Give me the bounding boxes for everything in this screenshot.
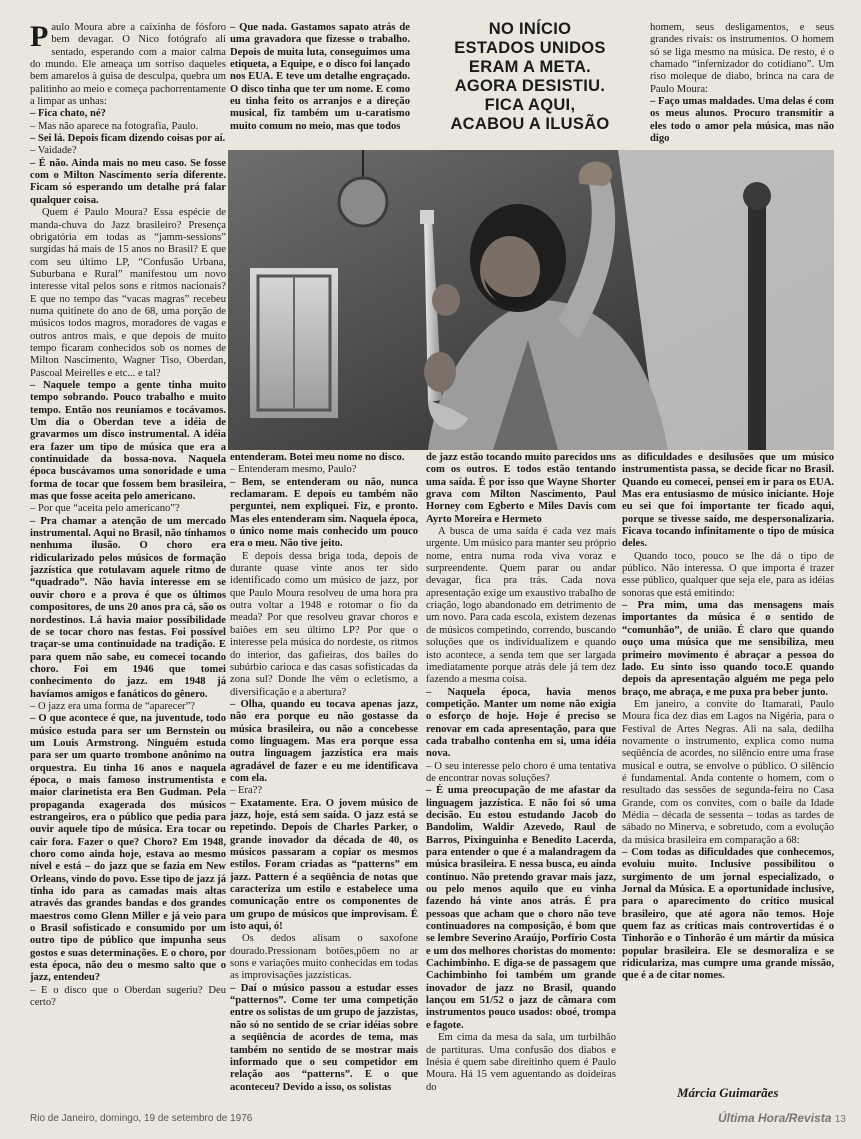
photo-illustration	[228, 150, 834, 450]
article-paragraph: – Olha, quando eu tocava apenas jazz, não era porque eu não gostasse da música brasileira, ou não a concebesse como linguagem. Mas era porque essa outra linguagem jazzística era mais agradável de fazer e eu me identificava com ela.	[230, 698, 418, 784]
article-paragraph: Em janeiro, a convite do Itamarati, Paulo Moura fica dez dias em Lagos na Nigéria, para o Festival de Artes Negras. Ali na sala, dedilha novamente o instrumento, explica como numa seqüência de acordes, no silêncio entre uma frase musical e outra, se envolve o público. O silêncio é fundamental. Anda contente o homem, com o resultado das sessões de segunda-feira no Casa Grande, com os convites, com o baile da Idade Média – década de sessenta – todas as tardes de sábado no Minerva, e sobretudo, com a evolução da música brasileira em comparação a 68:	[622, 698, 834, 846]
article-paragraph: – O seu interesse pelo choro é uma tentativa de encontrar novas soluções?	[426, 760, 616, 784]
article-column-1	[30, 22, 226, 1104]
article-paragraph: – Era??	[230, 785, 263, 797]
article-paragraph: – Pra mim, uma das mensagens mais importantes da música é o sentido de “comunhão”, de união. É claro que quando ouço uma música que me sensibiliza, meu primeiro movimento é abraçar a pessoa do lado. Eu sinto isso quando toco.E quando depois da apresentação alguém me pega pelo braço, me abraça, e me puxa pra beber junto.	[622, 600, 834, 698]
article-paragraph: – Naquela época, havia menos competição. Manter um nome não exigia o esforço de hoje. Hoje é preciso se renovar em cada apresentação, para que cada trabalho contenha em si, uma idéia nova.	[426, 686, 616, 760]
article-paragraph: – Entenderam mesmo, Paulo?	[230, 464, 357, 476]
headline-line: ERAM A META.	[468, 58, 592, 76]
headline-line: ESTADOS UNIDOS	[454, 39, 606, 57]
article-paragraph: – Faço umas maldades. Uma delas é com os meus alunos. Procuro transmitir a eles todo o amor pela música, mas não digo	[650, 96, 834, 145]
masthead-label: Última Hora/Revista	[718, 1111, 832, 1125]
article-paragraph	[30, 22, 226, 108]
article-paragraph: – Naquele tempo a gente tinha muito tempo sobrando. Pouco trabalho e muito tempo. Então nos reuníamos e tocávamos. Um dia o Oberdan teve a idéia de gravarmos um disco instrumental. A idéia era fazer um tipo de música que era a continuidade da bossa-nova. Naquela época buscávamos uma sonoridade e uma forma de tocar que fossem bem brasileira, mas que fosse aceita pelo americano.	[30, 379, 226, 503]
article-paragraph: – Que nada. Gastamos sapato atrás de uma gravadora que fizesse o trabalho. Depois de muita luta, conseguimos uma etiqueta, a Equipe, e o disco foi lançado nos EUA. E teve um detalhe engraçado. O disco tinha que ter um nome. E como eu tinha feito os arranjos e a direção musical, fiz também um u-caratismo muito comum no meio, mas que todos	[230, 22, 410, 132]
article-paragraph: Quando toco, pouco se lhe dá o tipo de público. Não interessa. O que importa é trazer esse público, qualquer que seja ele, para as idéias sonoras que está emitindo:	[622, 550, 834, 599]
article-paragraph: – O jazz era uma forma de “aparecer”?	[30, 700, 195, 712]
headline-line: AGORA DESISTIU.	[454, 77, 606, 95]
article-paragraph: Quem é Paulo Moura? Essa espécie de manda-chuva do Jazz brasileiro? Presença obrigatória em todas as “jamm-sessions” surgidas há mais de 15 anos no Brasil? E que com seu último LP, “Confusão Urbana, Suburbana e Rural” manifestou um novo interesse vital pelos sons e ritmos nacionais? E que no tempo das “vacas magras” recebeu numa quitinete do ano de 68, uma porção de músicos todos magros, moradores de vagas e outros antros mais, e que depois de muito tempo ficaram conhecidos sob os nomes de Milton Nascimento, Wagner Tiso, Oberdan, Pascoal Meirelles e etc... e tal?	[30, 207, 226, 379]
article-paragraph: as dificuldades e desilusões que um músico instrumentista passa, se decide ficar no Brasil. Quando eu comecei, pensei em ir para os EUA. Mas era entusiasmo de músico iniciante. Hoje eu sei que foi importante ter ficado aqui, porque se tivesse saído, me despersonalizaria. Ficava tocando infinitamente o tipo de música deles.	[622, 452, 834, 550]
article-column-2	[230, 452, 418, 1104]
article-column-3	[426, 452, 616, 1104]
headline-line: NO INÍCIO	[488, 20, 572, 38]
article-paragraph: – É uma preocupação de me afastar da linguagem jazzística. E não foi só uma decisão. Eu estou estudando Jacob do Bandolim, Waldir Azevedo, Raul de Barros, Pixinguinha e Benedito Lacerda, para entender o que é a malandragem da música brasileira. E nessa busca, eu ainda continuo. Não pretendo gravar mais jazz, ou pelo menos aquilo que eu vinha fazendo há vinte anos atrás. É pra pessoas que acham que o choro não teve continuadores na composição, é bom que se lembre Severino Araújo, Porfírio Costa e um dos melhores choristas do momento: Cachimbinho. E diga-se de passagem que Cachimbinho foi também um grande inovador de jazz no Brasil, quando lançou em 51/52 o jazz de câmara com instrumentos pouco usados: oboé, trompa e fagote.	[426, 785, 616, 1031]
footer-date: Rio de Janeiro, domingo, 19 de setembro de 1976	[30, 1113, 253, 1124]
article-paragraph: – Daí o músico passou a estudar esses “patternos”. Come ter uma competição entre os solistas de um grupo de jazzistas, não só no sentido de se criar idéias sobre a seqüência de acordes de tema, mas também no sentido de se mostrar mais informado que o seu competidor em relação aos “patterns”. E o que aconteceu? Devido a isso, os solistas	[230, 982, 418, 1093]
article-paragraph: – Fica chato, né?	[30, 108, 106, 120]
article-paragraph-text: aulo Moura abre a caixinha de fósforo bem devagar. O Nico fotógrafo ali sentado, esperando com a maior calma do mundo. Ele ameaça um sorriso daqueles bem amarelos à guisa de desculpa, quebra um palitinho ao meio e começa pachorrentamente a limpar as unhas:	[30, 22, 226, 108]
article-paragraph: – É não. Ainda mais no meu caso. Se fosse com o Milton Nascimento seria diferente. Ficam só esperando um detalhe prá falar qualquer coisa.	[30, 157, 226, 206]
headline-line: ACABOU A ILUSÃO	[450, 115, 610, 133]
footer-masthead	[718, 1111, 846, 1125]
article-paragraph: homem, seus desligamentos, e seus grandes rivais: os instrumentos. O homem só se liga mesmo na música. De resto, é o chamado “infernizador do cotidiano”. Um riso moleque de diabo, brinca na cara de Paulo Moura:	[650, 22, 834, 95]
article-paragraph: – Bem, se entenderam ou não, nunca reclamaram. E depois eu também não perguntei, nem expliquei. Fiz, e pronto. Mas eles entenderam sim. Naquela época, o único nome mais conhecido um pouco era o meu. Não tive jeito.	[230, 476, 418, 550]
article-column-4-top	[650, 22, 834, 150]
drop-cap: P	[30, 22, 49, 53]
article-paragraph: – E o disco que o Oberdan sugeriu? Deu certo?	[30, 984, 226, 1009]
page-number: 13	[834, 1114, 846, 1125]
article-column-4	[622, 452, 834, 1080]
article-paragraph: – Exatamente. Era. O jovem músico de jazz, hoje, está sem saída. O jazz está se repetindo. Depois de Charles Parker, o grande inovador da década de 40, os músicos passaram a copiar os mesmos estilos. Foram criadas as “patterns” em jazz. Pattern é a seqüência de notas que caracteriza um estilo e estabelece uma comunicação entre os componentes de um grupo de músicos que improvisam. É isto aqui, ó!	[230, 797, 418, 933]
headline-line: FICA AQUI,	[484, 96, 576, 114]
headline	[413, 20, 647, 134]
article-paragraph: – Com todas as dificuldades que conhecemos, evoluiu muito. Inclusive possibilitou o surgimento de um jornal especializado, o Jornal da Música. E a oportunidade inclusive, para o aparecimento do crítico musical brasileiro, que até agora não temos. Hoje quem faz as críticas mais controvertidas é o Tinhorão e o Tinhorão é um mártir da música popular brasileira. Ele se desmoraliza e se ridiculariza, mas cumpre uma grande missão, que é a de citar nomes.	[622, 847, 834, 982]
article-paragraph: Em cima da mesa da sala, um turbilhão de partituras. Uma confusão dos diabos e Inésia é quem sabe direitinho quem é Paulo Moura. Há 15 vem aguentando as doideiras do	[426, 1032, 616, 1093]
article-paragraph: de jazz estão tocando muito parecidos uns com os outros. E todos estão tentando uma saída. É por isso que Wayne Shorter grava com Milton Nascimento, Paul Horney com Egberto e Miles Davis com Ayrto Moreira e Hermeto	[426, 452, 616, 525]
author-byline: Márcia Guimarães	[677, 1085, 779, 1100]
article-paragraph: – O que acontece é que, na juventude, todo músico estuda para ser um Bernstein ou um Louis Armstrong. Ninguém estuda para ser um quarto trombone anônimo na orquestra. Eu tinha 16 anos e naquela época, o mais famoso instrumentista e maior clarinetista era Ben Gudman. Pela propaganda exagerada dos músicos estrangeiros, era o público que pedia para ouvir aquele tipo de música. Era tocar ou cair fora. Fazer o que? Choro? Em 1948, choro como ainda hoje, estava ao mesmo nível e está – do jazz que se fazia em New Orleans, vindo do povo. Esse tipo de jazz já tinha ido para as camadas mais altas através das grandes bandas e dos grandes maestros como Glenn Miller e já veio para o Brasil sofisticado e consumido por um outro tipo de público que impunha seus gostos e suas determinações. E o choro, por esta época, não deu o mesmo salto que o jazz, entendeu?	[30, 713, 226, 984]
article-paragraph: Os dedos alisam o saxofone dourado.Pressionam botões,põem no ar sons e variações muito conhecidas em todas as improvisações jazzísticas.	[230, 933, 418, 982]
article-paragraph: – Sei lá. Depois ficam dizendo coisas por aí.	[30, 133, 226, 145]
article-paragraph: E depois dessa briga toda, depois de durante quase vinte anos ter sido identificado como um músico de jazz, por que Paulo Moura resolveu de uma hora pra outra voltar a 1948 e rotomar o fio da meada? Por que resolveu gravar choros e baiões em seu último LP? Por que o interesse pela música do nordeste, os ritmos do interior, das gafieiras, dos bailes do subúrbio carioca e das casas sofisticadas da zona sul? Donde lhe vêm o ecletismo, a diversificação e a abertura?	[230, 550, 418, 698]
article-column-2-top	[230, 22, 410, 150]
article-paragraph: entenderam. Botei meu nome no disco.	[230, 452, 405, 463]
article-paragraph: – Mas não aparece na fotografia, Paulo.	[30, 120, 199, 132]
article-paragraph: – Pra chamar a atenção de um mercado instrumental. Aqui no Brasil, não tínhamos nenhuma ilusão. O choro era ridicularizado pelos músicos de formação jazzística que rotulavam aquele ritmo de “quadrado”. Não havia interesse em se ouvir choro e a prova é que os últimos compositores, de uns 20 anos pra cá, são os nordestinos. Lá havia maior possibilidade de se tocar choro nas festas. Foi possível traçar-se uma continuidade na tradição. E para quem não sabe, eu comecei tocando choro. Foi em 1946 que tomei conhecimento do jazz. em 1948 já havíamos amigos e fanáticos do gênero.	[30, 515, 226, 700]
article-paragraph: A busca de uma saída é cada vez mais urgente. Um músico para manter seu próprio nome, entra numa roda viva voraz e surpreendente. Quem parar ou andar devagar, fica pra trás. Cada nova apresentação exige um exaustivo trabalho de criação, logo abandonado em detrimento de um novo. Para cada escola, existem dezenas de músicos competindo, correndo, buscando soluções que os individualizem e quando isto acontece, a senda tem que ser largada imediatamente porque atrás dele já tem dez fazendo a mesma coisa.	[426, 526, 616, 686]
article-paragraph: – Vaidade?	[30, 145, 77, 157]
article-paragraph: – Por que “aceita pelo americano”?	[30, 503, 180, 515]
photo-paulo-moura-saxophone	[228, 150, 834, 450]
